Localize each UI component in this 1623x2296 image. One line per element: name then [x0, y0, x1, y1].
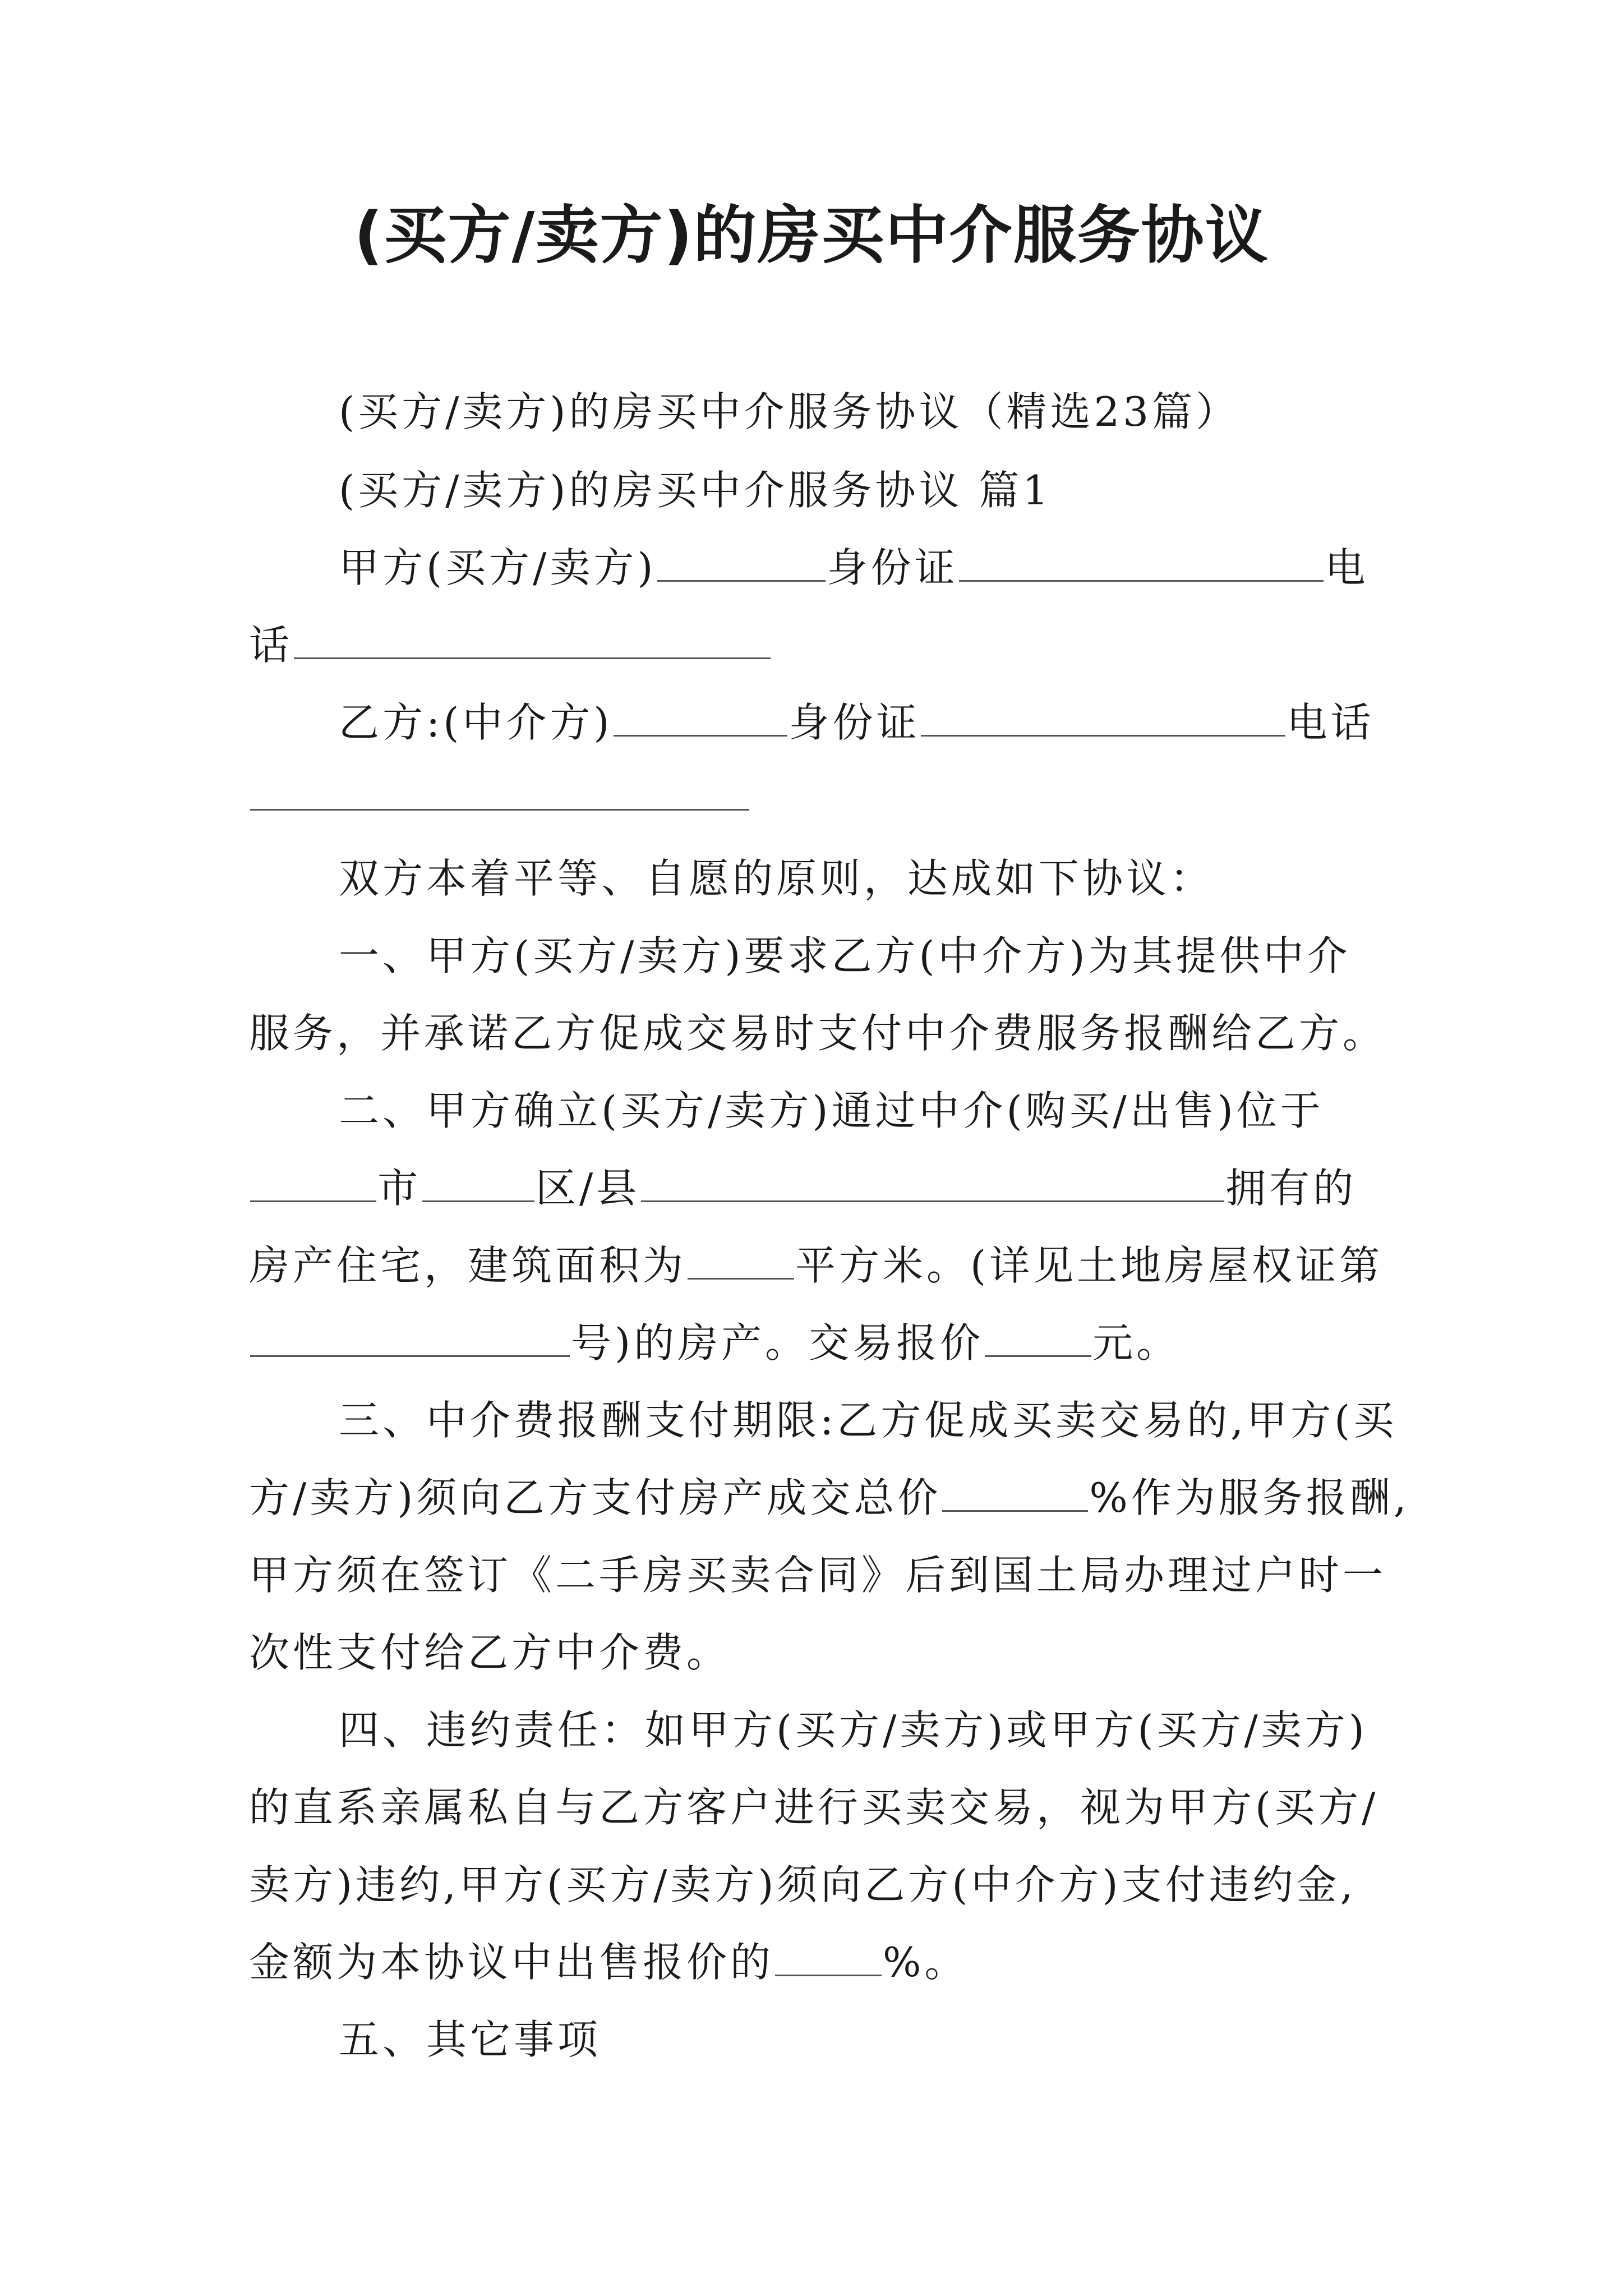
area-label: 房产住宅，建筑面积为: [249, 1242, 687, 1289]
document-title: (买方/卖方)的房买中介服务协议: [354, 199, 1269, 272]
party-b-id-blank: [921, 696, 1285, 737]
party-b-line: [339, 694, 1393, 751]
party-a-phone-label: 电: [1325, 544, 1369, 591]
party-b-phone-line: [249, 769, 1393, 825]
party-b-phone-label: 电话: [1287, 699, 1375, 746]
party-a-id-blank: [959, 541, 1324, 582]
clause-3-line-4: 次性支付给乙方中介费。: [249, 1629, 731, 1676]
district-label: 区/县: [536, 1165, 640, 1212]
clause-2-line-4: [249, 1315, 1393, 1371]
address-blank: [641, 1161, 1224, 1202]
certificate-number-blank: [250, 1316, 570, 1357]
price-blank: [985, 1316, 1091, 1357]
area-unit-label: 平方米。(详见土地房屋权证第: [795, 1242, 1384, 1289]
price-unit: 元。: [1092, 1319, 1181, 1366]
penalty-unit: %。: [883, 1939, 969, 1986]
clause-2-line-3: [249, 1237, 1393, 1294]
section-heading: (买方/卖方)的房买中介服务协议 篇1: [339, 467, 1052, 514]
party-a-phone-blank: [294, 618, 771, 659]
clause-4-line-2: 的直系亲属私自与乙方客户进行买卖交易，视为甲方(买方/: [249, 1784, 1379, 1831]
commission-unit: %作为服务报酬,: [1089, 1474, 1410, 1521]
party-b-name-blank: [614, 696, 787, 737]
penalty-label: 金额为本协议中出售报价的: [249, 1939, 774, 1986]
party-a-id-label: 身份证: [827, 544, 958, 591]
city-blank: [250, 1161, 376, 1202]
clause-4-line-4: [249, 1934, 1393, 1990]
party-a-phone-line: [249, 617, 1393, 673]
clause-2-line-1: 二、甲方确立(买方/卖方)通过中介(购买/出售)位于: [339, 1087, 1324, 1134]
commission-label: 方/卖方)须向乙方支付房产成交总价: [249, 1474, 942, 1521]
party-b-phone-blank: [250, 770, 749, 811]
owned-label: 拥有的: [1225, 1165, 1357, 1212]
party-a-phone-label-cont: 话: [249, 622, 293, 669]
clause-3-line-2: [249, 1470, 1410, 1526]
city-label: 市: [377, 1165, 422, 1212]
penalty-blank: [775, 1935, 882, 1976]
area-blank: [688, 1239, 794, 1280]
subtitle: (买方/卖方)的房买中介服务协议（精选23篇）: [339, 388, 1240, 435]
price-label: 号)的房产。交易报价: [571, 1319, 984, 1366]
party-a-line: [339, 540, 1393, 596]
district-blank: [422, 1161, 534, 1202]
party-a-name-blank: [657, 541, 826, 582]
clause-5-heading: 五、其它事项: [339, 2016, 602, 2063]
clause-4-line-3: 卖方)违约,甲方(买方/卖方)须向乙方(中介方)支付违约金,: [249, 1861, 1357, 1908]
clause-3-line-1: 三、中介费报酬支付期限:乙方促成买卖交易的,甲方(买: [339, 1397, 1398, 1444]
clause-1-line-1: 一、甲方(买方/卖方)要求乙方(中介方)为其提供中介: [339, 932, 1351, 979]
commission-blank: [942, 1471, 1088, 1512]
party-b-id-label: 身份证: [789, 699, 920, 746]
clause-2-line-2: [249, 1160, 1393, 1216]
intro-paragraph: 双方本着平等、自愿的原则，达成如下协议：: [339, 855, 1214, 902]
party-a-label: 甲方(买方/卖方): [339, 544, 657, 591]
clause-1-line-2: 服务，并承诺乙方促成交易时支付中介费服务报酬给乙方。: [249, 1010, 1387, 1057]
clause-3-line-3: 甲方须在签订《二手房买卖合同》后到国土局办理过户时一: [249, 1552, 1387, 1599]
party-b-label: 乙方:(中介方): [339, 699, 613, 746]
clause-4-line-1: 四、违约责任：如甲方(买方/卖方)或甲方(买方/卖方): [339, 1706, 1368, 1754]
